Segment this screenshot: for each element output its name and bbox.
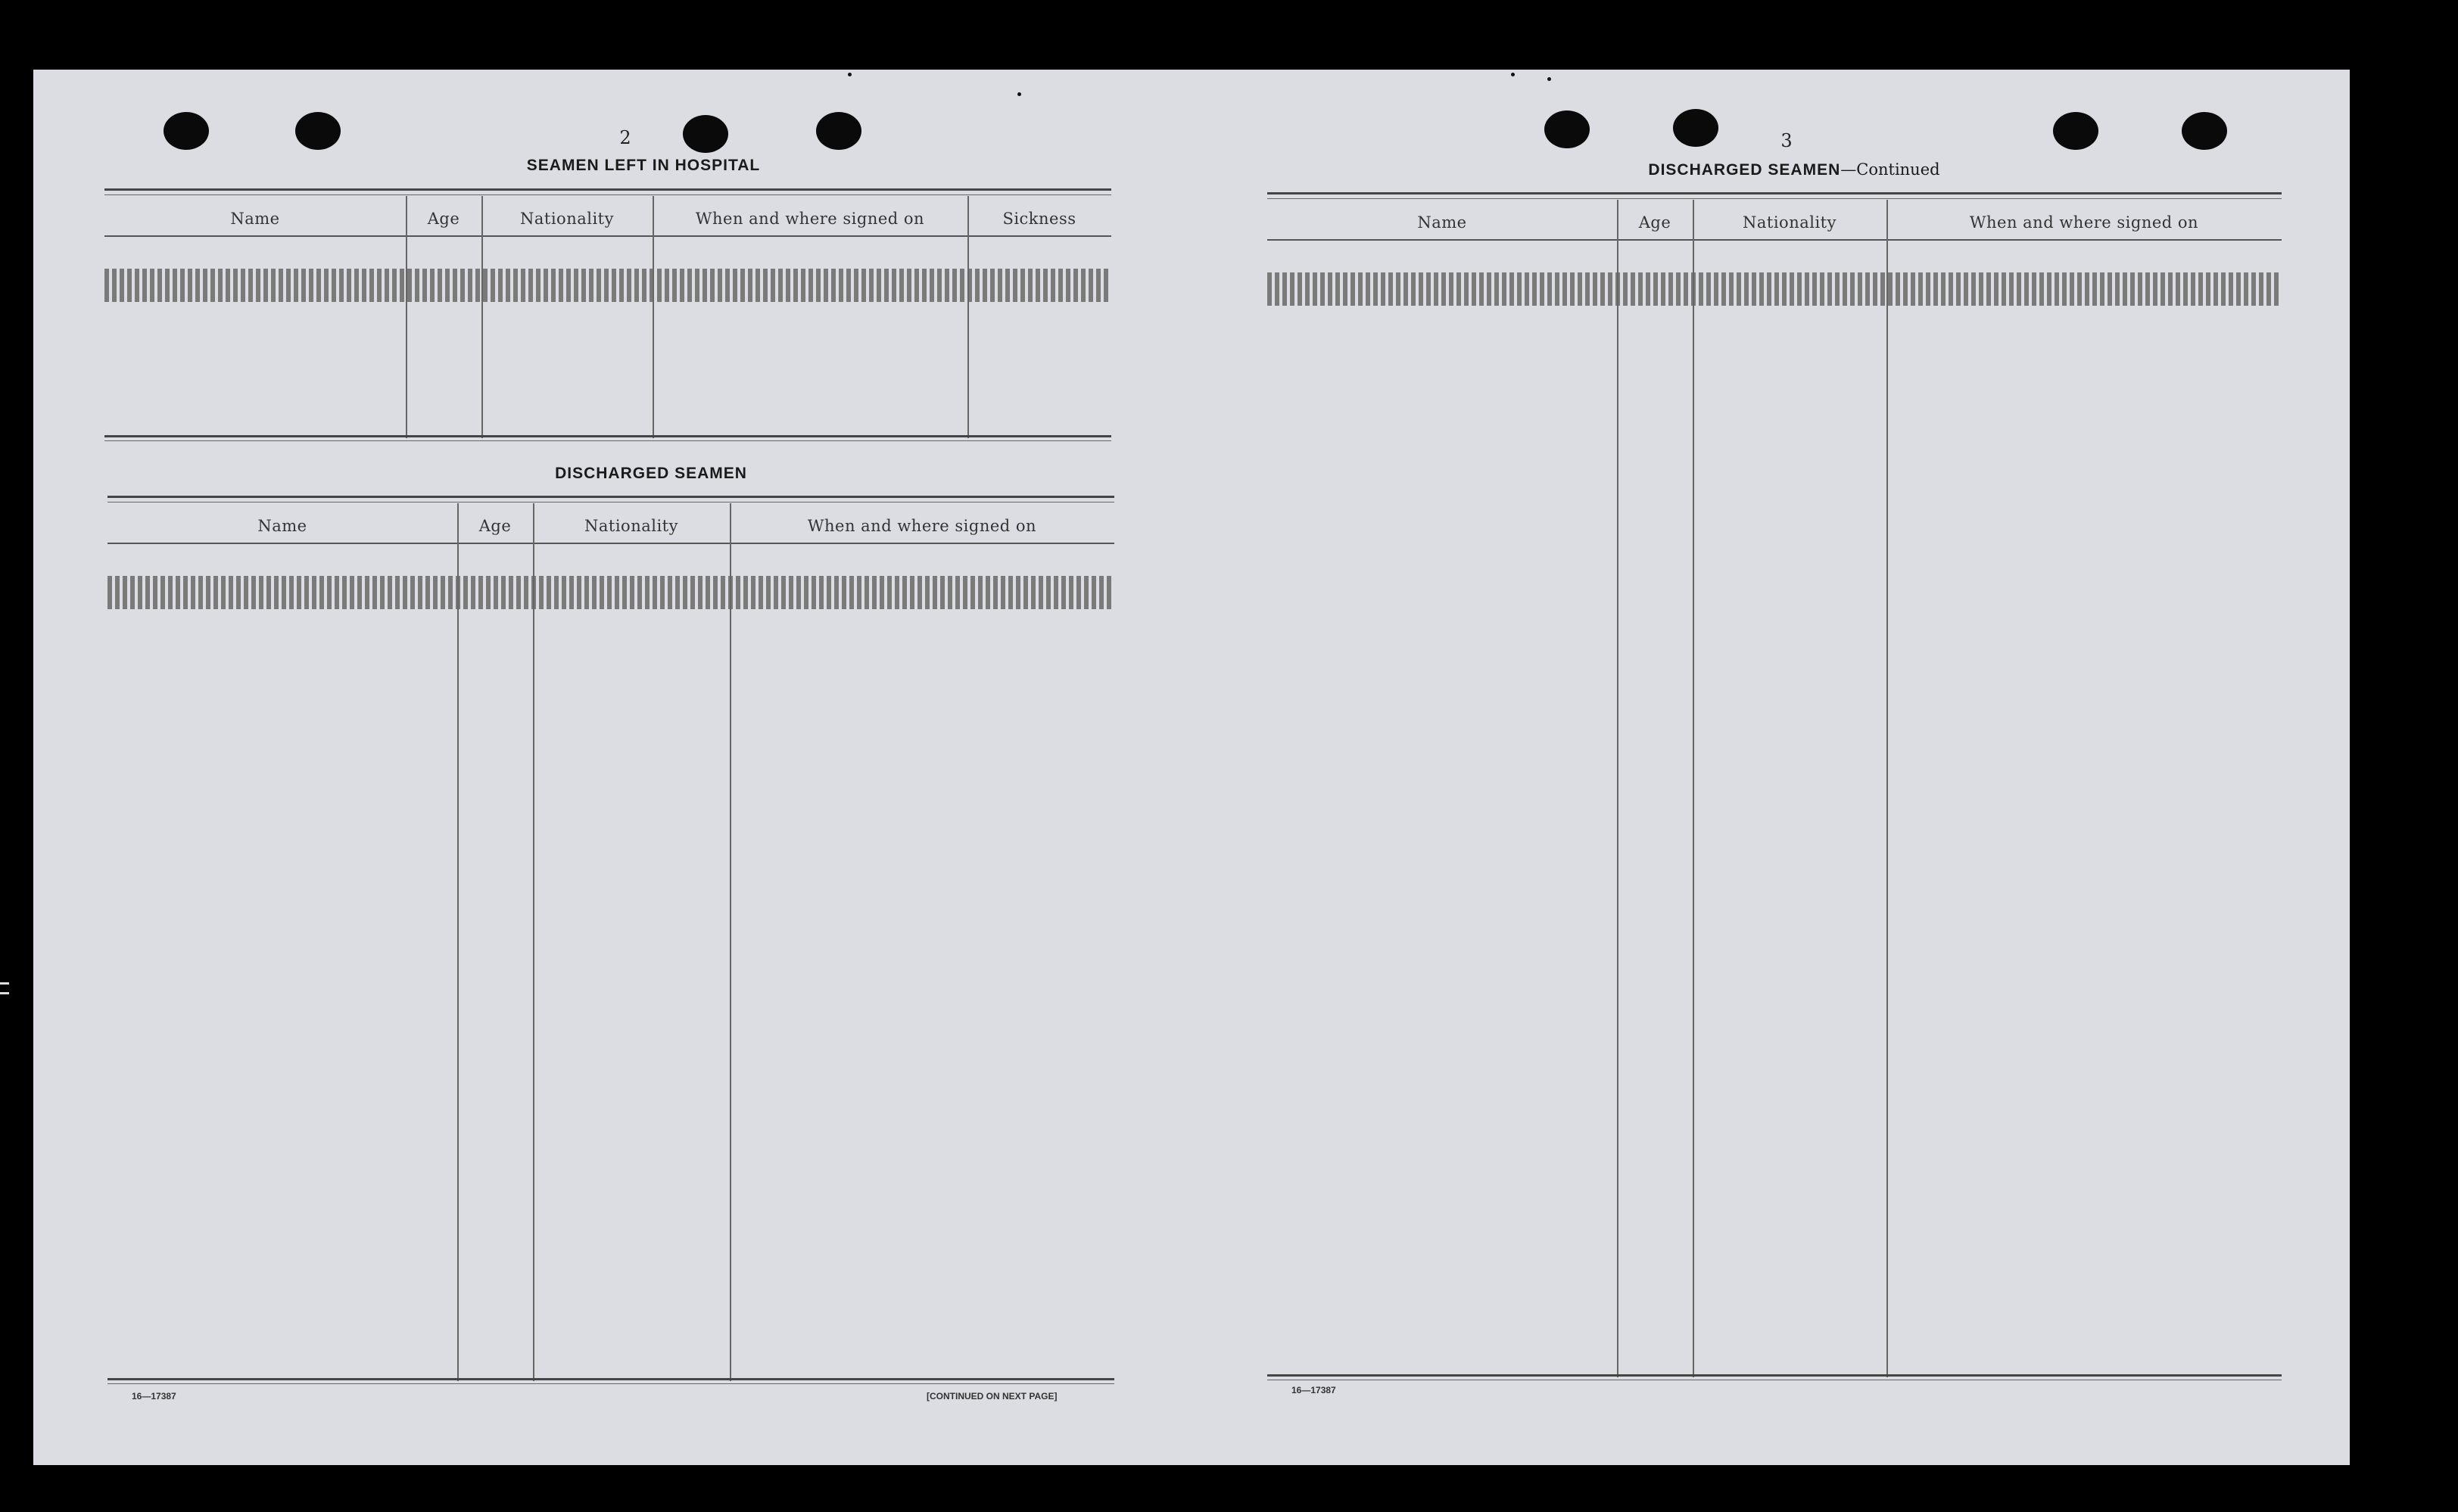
hospital-section-title: SEAMEN LEFT IN HOSPITAL: [526, 157, 761, 174]
col-divider: [481, 196, 483, 438]
col-divider: [653, 196, 654, 438]
punch-hole: [1544, 110, 1590, 148]
col-header-name: Name: [257, 517, 307, 535]
col-header-name: Name: [230, 210, 280, 228]
speck: [1511, 73, 1515, 76]
document-sheet: [33, 70, 2350, 1465]
col-header-signed-on: When and where signed on: [1969, 213, 2199, 232]
table-bottom-rule: [107, 1378, 1114, 1384]
margin-mark: [0, 982, 9, 994]
hospital-table: [104, 188, 1111, 438]
speck: [848, 73, 852, 76]
col-header-signed-on: When and where signed on: [695, 210, 925, 228]
table-bottom-rule: [104, 435, 1111, 441]
speck: [1547, 77, 1551, 81]
col-header-nationality: Nationality: [1743, 213, 1836, 232]
col-header-age: Age: [427, 210, 460, 228]
form-number-right: 16—17387: [1291, 1385, 1336, 1395]
col-divider: [1693, 200, 1694, 1377]
col-divider: [457, 503, 459, 1381]
title-main: DISCHARGED SEAMEN: [1648, 161, 1841, 179]
discharged-table-left: [107, 496, 1114, 1381]
form-number-left: 16—17387: [132, 1391, 176, 1402]
col-divider: [730, 503, 731, 1381]
page-number-left: 2: [619, 127, 631, 148]
title-suffix: —Continued: [1840, 160, 1940, 179]
table-rows: [104, 237, 1111, 437]
col-header-nationality: Nationality: [584, 517, 678, 535]
table-top-rule: [107, 496, 1114, 502]
punch-hole: [683, 115, 728, 153]
page-number-right: 3: [1780, 130, 1793, 151]
col-header-signed-on: When and where signed on: [807, 517, 1037, 535]
discharged-table-right: [1267, 192, 2282, 1377]
table-rows: [107, 544, 1114, 1377]
continued-note: [CONTINUED ON NEXT PAGE]: [927, 1391, 1058, 1402]
discharged-section-title-right: [1544, 160, 2044, 179]
col-header-age: Age: [1638, 213, 1671, 232]
col-header-nationality: Nationality: [520, 210, 614, 228]
table-bottom-rule: [1267, 1374, 2282, 1380]
table-top-rule: [1267, 192, 2282, 199]
table-top-rule: [104, 188, 1111, 195]
col-divider: [967, 196, 969, 438]
punch-hole: [164, 112, 209, 150]
punch-hole: [2053, 112, 2098, 150]
speck: [1017, 92, 1021, 96]
table-rows: [1267, 241, 2282, 1373]
punch-hole: [1673, 109, 1718, 147]
col-header-sickness: Sickness: [1002, 210, 1076, 228]
col-divider: [533, 503, 534, 1381]
col-divider: [406, 196, 407, 438]
col-header-name: Name: [1417, 213, 1467, 232]
col-header-age: Age: [478, 517, 512, 535]
punch-hole: [2182, 112, 2227, 150]
discharged-section-title-left: DISCHARGED SEAMEN: [555, 465, 747, 482]
col-divider: [1886, 200, 1888, 1377]
punch-hole: [816, 112, 861, 150]
col-divider: [1617, 200, 1618, 1377]
punch-hole: [295, 112, 341, 150]
